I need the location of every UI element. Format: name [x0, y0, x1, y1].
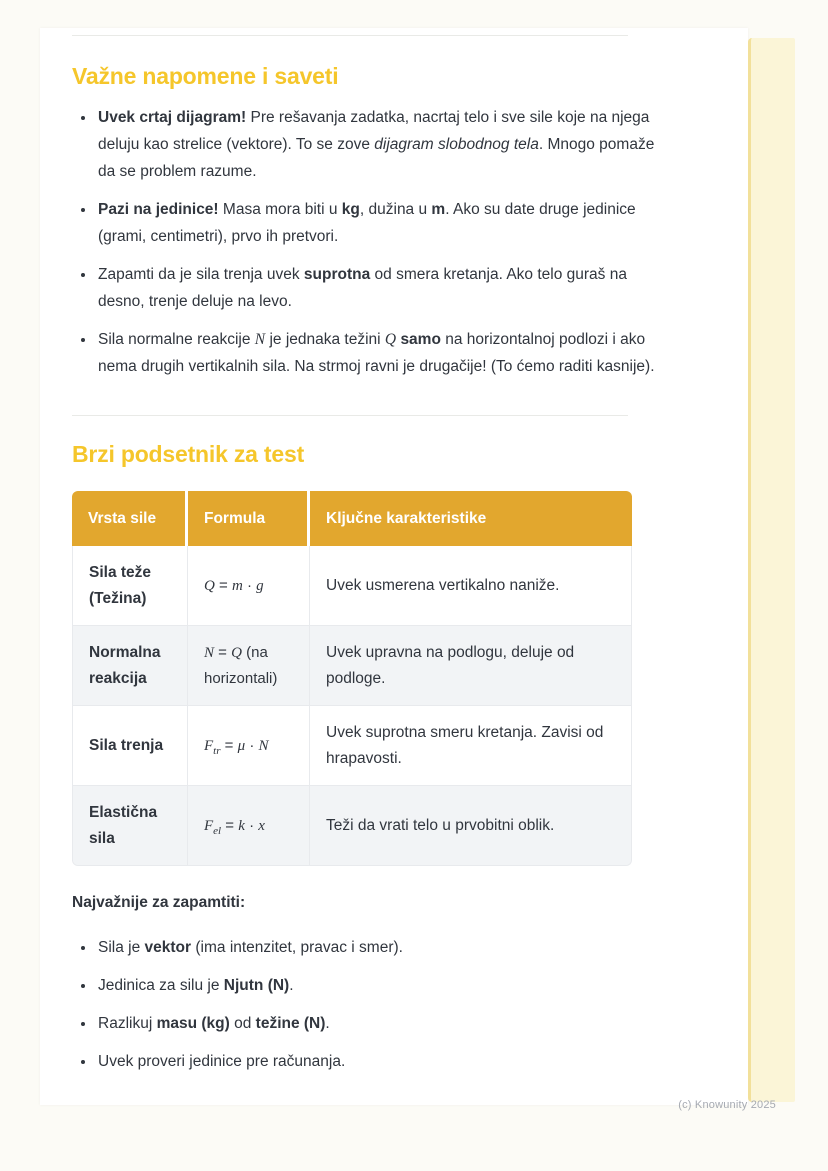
document-page — [40, 28, 748, 1105]
table-row — [72, 626, 632, 706]
formula-cell: $F_{tr} = \mu \cdot N$ — [188, 706, 310, 786]
characteristics-cell: Uvek upravna na podlogu, deluje od podloge. — [310, 626, 632, 706]
notes-list-item — [96, 326, 656, 380]
formula-cell: $F_{el} = k \cdot x$ — [188, 786, 310, 866]
formula-cell: N = Q (na horizontali) — [188, 626, 310, 706]
table-row — [72, 546, 632, 626]
notes-list-item — [96, 104, 656, 185]
notes-list-item-text: Uvek crtaj dijagram! Pre rešavanja zadatka, nacrtaj telo i sve sile koje na njega deluju kao strelice (vektore). To se zove dijagram slobodnog tela. Mnogo pomaže da se problem razume. — [98, 109, 655, 180]
force-name-cell: Normalna reakcija — [72, 626, 188, 706]
key-point-item — [96, 972, 656, 999]
key-point-text: Razlikuj masu (kg) od težine (N). — [98, 1015, 330, 1032]
force-name-cell: Sila teže (Težina) — [72, 546, 188, 626]
table-header-label: Formula — [204, 510, 266, 527]
key-points-list — [72, 934, 656, 1086]
table-row — [72, 706, 632, 786]
key-points-heading: Najvažnije za zapamtiti: — [72, 894, 246, 911]
notes-list-item-text: Zapamti da je sila trenja uvek suprotna od smera kretanja. Ako telo guraš na desno, trenje deluje na levo. — [98, 266, 627, 310]
table-header-cell — [72, 491, 188, 546]
notes-list-item — [96, 196, 656, 250]
force-name-cell: Elastična sila — [72, 786, 188, 866]
notes-bullet-list — [72, 104, 656, 391]
force-name-cell: Sila trenja — [72, 706, 188, 786]
notes-list-item-text: Sila normalne reakcije N je jednaka težini Q samo na horizontalnoj podlozi i ako nema drugih vertikalnih sila. Na strmoj ravni je drugačije! (To ćemo raditi kasnije). — [98, 331, 655, 375]
table-body — [72, 546, 632, 866]
section-divider — [72, 35, 628, 36]
formula-cell: Q = m · g — [188, 546, 310, 626]
table-header-label: Ključne karakteristike — [326, 510, 487, 527]
key-point-item — [96, 1010, 656, 1037]
table-header-label: Vrsta sile — [88, 510, 157, 527]
forces-summary-table — [72, 491, 632, 866]
table-row — [72, 786, 632, 866]
characteristics-cell: Uvek suprotna smeru kretanja. Zavisi od hrapavosti. — [310, 706, 632, 786]
section-divider — [72, 415, 628, 416]
notes-list-item-text: Pazi na jedinice! Masa mora biti u kg, dužina u m. Ako su date druge jedinice (grami, centimetri), prvo ih pretvori. — [98, 201, 636, 245]
notes-section-title: Važne napomene i saveti — [72, 63, 339, 89]
characteristics-cell: Uvek usmerena vertikalno naniže. — [310, 546, 632, 626]
copyright-footer: (c) Knowunity 2025 — [678, 1099, 776, 1111]
key-point-item — [96, 1048, 656, 1075]
table-header-cell — [188, 491, 310, 546]
next-page-edge — [748, 38, 795, 1102]
key-point-text: Uvek proveri jedinice pre računanja. — [98, 1053, 346, 1070]
notes-list-item — [96, 261, 656, 315]
key-point-text: Jedinica za silu je Njutn (N). — [98, 977, 294, 994]
table-header-row — [72, 491, 632, 546]
key-point-text: Sila je vektor (ima intenzitet, pravac i smer). — [98, 939, 403, 956]
reminder-section-title: Brzi podsetnik za test — [72, 441, 305, 467]
table-header-cell — [310, 491, 632, 546]
table-head — [72, 491, 632, 546]
characteristics-cell: Teži da vrati telo u prvobitni oblik. — [310, 786, 632, 866]
key-point-item — [96, 934, 656, 961]
